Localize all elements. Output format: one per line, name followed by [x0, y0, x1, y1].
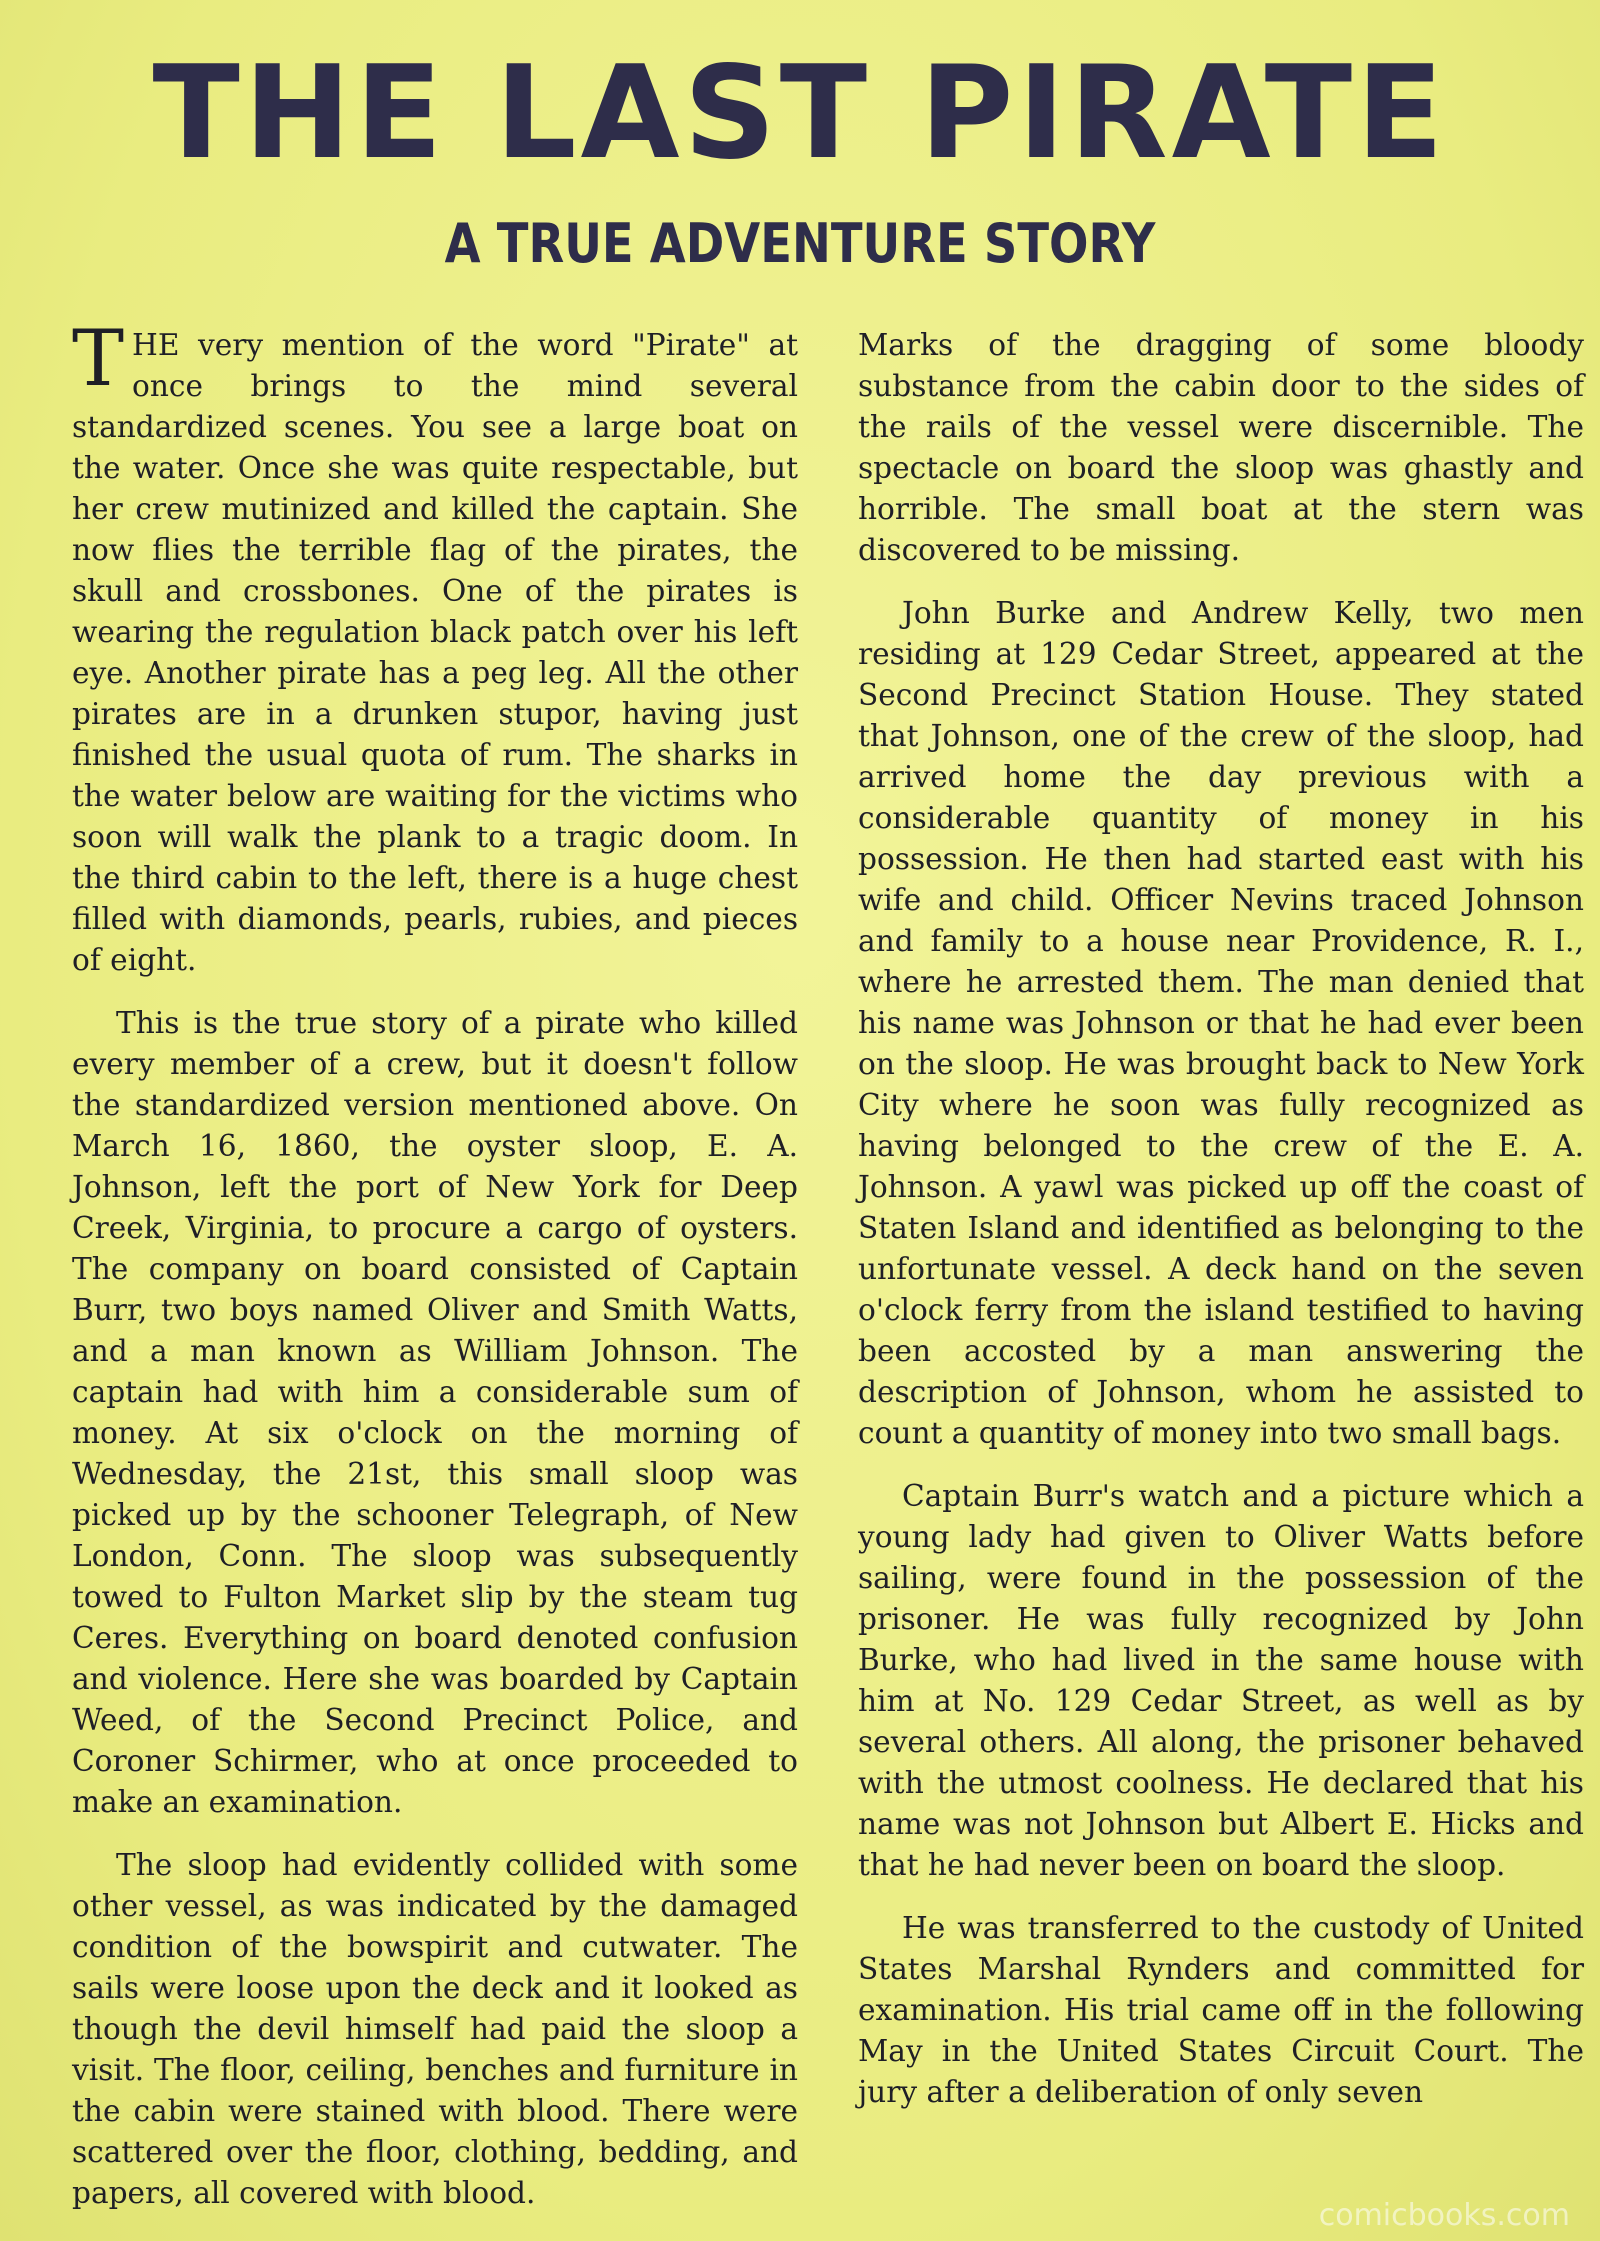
page-title: THE LAST PIRATE [152, 39, 1448, 188]
paragraph-burke-kelly: John Burke and Andrew Kelly, two men residing at 129 Cedar Street, appeared at the Second Precinct Station House. They stated that Johnson, one of the crew of the sloop, had arrived home the day previous with a considerable quantity of money in his possession. He then had started east with his wife and child. Officer Nevins traced Johnson and family to a house near Providence, R. I., where he arrested them. The man denied that his name was Johnson or that he had ever been on the sloop. He was brought back to New York City where he soon was fully recognized as having belonged to the crew of the E. A. Johnson. A yawl was picked up off the coast of Staten Island and identified as belonging to the unfortunate vessel. A deck hand on the seven o'clock ferry from the island testified to having been accosted by a man answering the description of Johnson, whom he assisted to count a quantity of money into two small bags. [858, 596, 1584, 1450]
paragraph-sloop-damage: The sloop had evidently collided with some other vessel, as was indicated by the damaged condition of the bowspirit and cutwater. The sails were loose upon the deck and it looked as though the devil himself had paid the sloop a visit. The floor, ceiling, benches and furniture in the cabin were stained with blood. There were scattered over the floor, clothing, bedding, and papers, all covered with blood. [72, 1848, 798, 2210]
paragraph-captain-watch: Captain Burr's watch and a picture which a young lady had given to Oliver Watts before sailing, were found in the possession of the prisoner. He was fully recognized by John Burke, who had lived in the same house with him at No. 129 Cedar Street, as well as by several others. All along, the prisoner behaved with the utmost coolness. He declared that his name was not Johnson but Albert E. Hicks and that he had never been on board the sloop. [858, 1479, 1584, 1882]
paragraph-trial: He was transferred to the custody of United States Marshal Rynders and committed for examination. His trial came off in the following May in the United States Circuit Court. The jury after a deliberation of only seven [858, 1911, 1584, 2109]
drop-cap: T [72, 314, 125, 404]
paragraph-intro [72, 314, 798, 981]
paragraph-true-story: This is the true story of a pirate who killed every member of a crew, but it doesn't follow the standardized version mentioned above. On March 16, 1860, the oyster sloop, E. A. Johnson, left the port of New York for Deep Creek, Virginia, to procure a cargo of oysters. The company on board consisted of Captain Burr, two boys named Oliver and Smith Watts, and a man known as William Johnson. The captain had with him a considerable sum of money. At six o'clock on the morning of Wednesday, the 21st, this small sloop was picked up by the schooner Telegraph, of New London, Conn. The sloop was subsequently towed to Fulton Market slip by the steam tug Ceres. Everything on board denoted confusion and violence. Here she was boarded by Captain Weed, of the Second Precinct Police, and Coroner Schirmer, who at once proceeded to make an examination. [72, 1006, 798, 1819]
watermark: comicbooks.com [1318, 2198, 1570, 2233]
paragraph-bloody-marks: Marks of the dragging of some bloody substance from the cabin door to the sides of the rails of the vessel were discernible. The spectacle on board the sloop was ghastly and horrible. The small boat at the stern was discovered to be missing. [858, 328, 1584, 567]
page-subtitle: A TRUE ADVENTURE STORY [444, 212, 1156, 275]
right-column [858, 325, 1584, 2135]
left-column [72, 314, 798, 2236]
paragraph-intro-text: HE very mention of the word "Pirate" at once brings to the mind several standardized scenes. You see a large boat on the water. Once she was quite respectable, but her crew mutinized and killed the captain. She now flies the terrible flag of the pirates, the skull and crossbones. One of the pirates is wearing the regulation black patch over his left eye. Another pirate has a peg leg. All the other pirates are in a drunken stupor, having just finished the usual quota of rum. The sharks in the water below are waiting for the victims who soon will walk the plank to a tragic doom. In the third cabin to the left, there is a huge chest filled with diamonds, pearls, rubies, and pieces of eight. [72, 328, 798, 977]
